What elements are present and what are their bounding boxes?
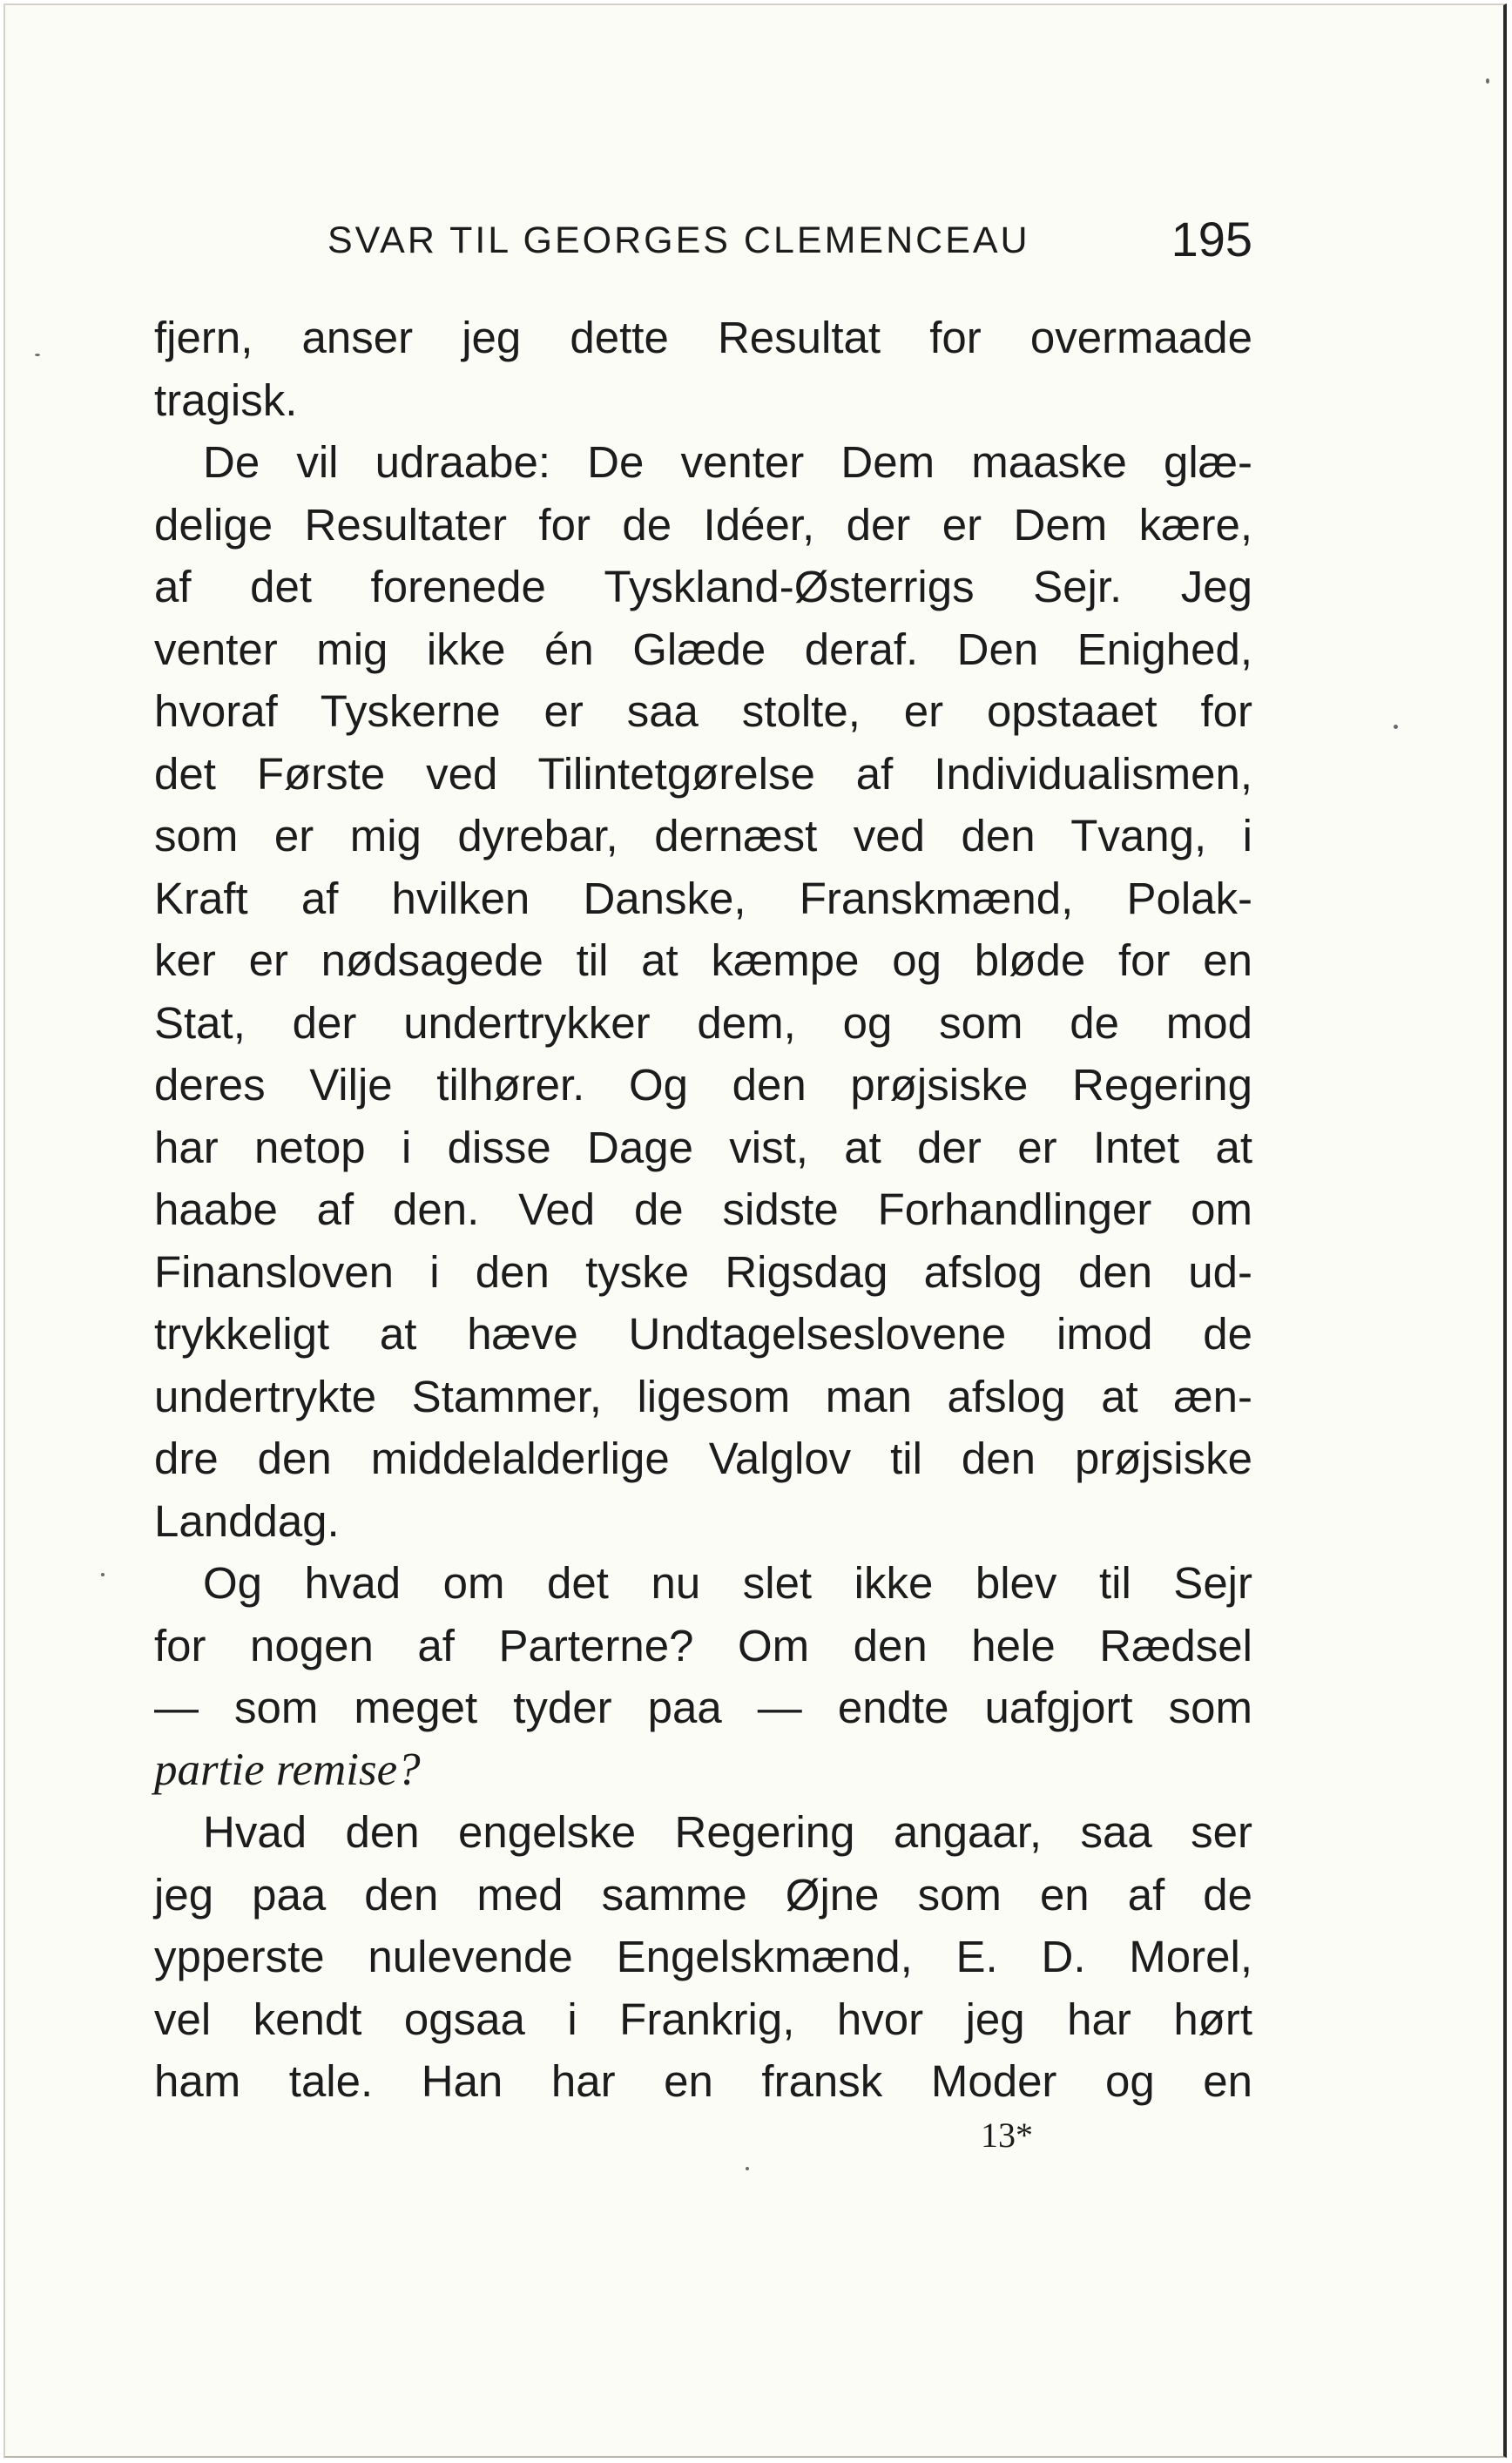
- dust-speck: [101, 1573, 105, 1576]
- signature-mark: 13*: [981, 2115, 1033, 2155]
- text-line: undertrykte Stammer, ligesom man afslog at æn-: [154, 1371, 1252, 1421]
- text-line: Landdag.: [154, 1495, 340, 1546]
- text-line: — som meget tyder paa — endte uafgjort som: [154, 1683, 1252, 1732]
- text-line: hvoraf Tyskerne er saa stolte, er opstaaet for: [154, 686, 1252, 736]
- dust-speck: [746, 2167, 749, 2170]
- body-text: [154, 307, 1252, 2113]
- page-number: 195: [1171, 212, 1252, 267]
- text-line: har netop i disse Dage vist, at der er Intet at: [154, 1122, 1252, 1172]
- text-line: tragisk.: [154, 375, 298, 425]
- text-line: ypperste nulevende Engelskmænd, E. D. Morel,: [154, 1932, 1252, 1981]
- text-line: Stat, der undertrykker dem, og som de mod: [154, 997, 1252, 1048]
- text-line: ker er nødsagede til at kæmpe og bløde for en: [154, 935, 1252, 985]
- text-line: venter mig ikke én Glæde deraf. Den Enighed,: [154, 624, 1252, 674]
- text-line: partie remise?: [154, 1744, 421, 1795]
- text-line: for nogen af Parterne? Om den hele Rædsel: [154, 1620, 1252, 1670]
- text-line: fjern, anser jeg dette Resultat for overmaade: [154, 313, 1252, 362]
- text-line: delige Resultater for de Idéer, der er Dem kære,: [154, 499, 1252, 550]
- running-head-title: SVAR TIL GEORGES CLEMENCEAU: [327, 219, 1030, 261]
- dust-speck: [1486, 78, 1489, 84]
- text-line: det Første ved Tilintetgørelse af Individualismen,: [154, 748, 1252, 799]
- text-line: Kraft af hvilken Danske, Franskmænd, Polak-: [154, 873, 1252, 923]
- text-line: jeg paa den med samme Øjne som en af de: [154, 1869, 1252, 1920]
- running-head: [327, 211, 1252, 272]
- text-line: ham tale. Han har en fransk Moder og en: [154, 2056, 1252, 2106]
- text-line: Finansloven i den tyske Rigsdag afslog den ud-: [154, 1246, 1252, 1297]
- dust-speck: [35, 354, 40, 356]
- text-line: vel kendt ogsaa i Frankrig, hvor jeg har hørt: [154, 1994, 1252, 2044]
- dust-speck: [1394, 725, 1398, 729]
- text-line: Hvad den engelske Regering angaar, saa ser: [203, 1807, 1252, 1857]
- text-line: Og hvad om det nu slet ikke blev til Sejr: [203, 1558, 1252, 1608]
- text-line: dre den middelalderlige Valglov til den prøjsiske: [154, 1434, 1252, 1483]
- text-line: deres Vilje tilhører. Og den prøjsiske Regering: [154, 1060, 1252, 1110]
- text-line: haabe af den. Ved de sidste Forhandlinger om: [154, 1184, 1252, 1234]
- book-page: [3, 3, 1507, 2458]
- text-line: De vil udraabe: De venter Dem maaske glæ-: [203, 437, 1252, 487]
- text-line: af det forenede Tyskland-Østerrigs Sejr. Jeg: [154, 562, 1252, 611]
- text-line: som er mig dyrebar, dernæst ved den Tvang, i: [154, 811, 1252, 860]
- text-line: trykkeligt at hæve Undtagelseslovene imod de: [154, 1309, 1252, 1359]
